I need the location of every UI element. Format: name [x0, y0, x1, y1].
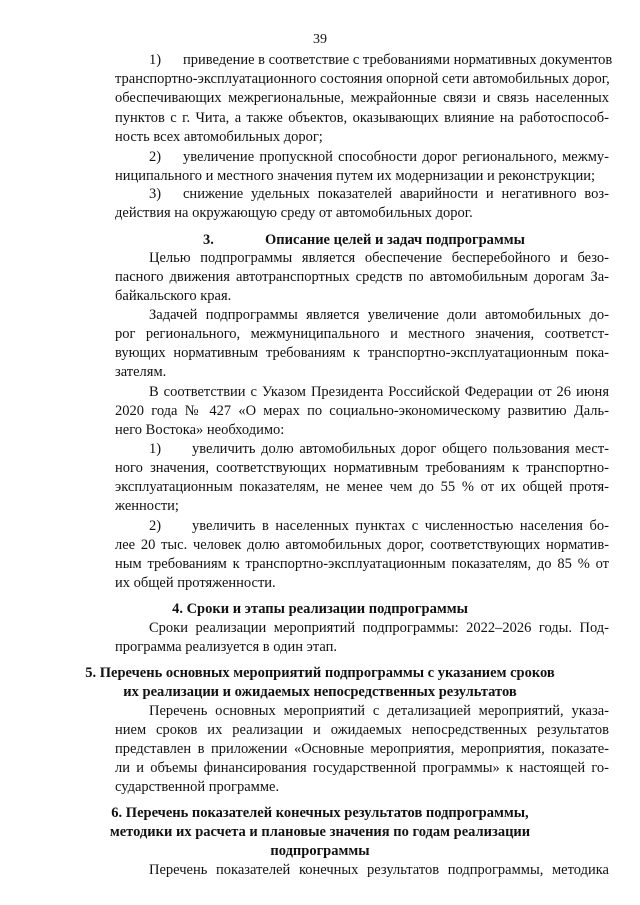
section-6-heading-line-1: 6. Перечень показателей конечных результатов подпрограммы, — [111, 805, 529, 821]
list-item-1-line-3: обеспечивающих межрегиональные, межрайонные связи и связь населенных — [115, 90, 609, 106]
list-item-1-line-2: транспортно-эксплуатационного состояния опорной сети автомобильных дорог, — [115, 71, 610, 87]
section-3-p3-line-2: 2020 года № 427 «О мерах по социально-экономическому развитию Даль- — [115, 403, 609, 419]
list-item-3-number: 3) — [149, 186, 162, 202]
section-6-p1-line-1: Перечень показателей конечных результатов подпрограммы, методика — [149, 862, 609, 878]
list-item-3-line-1: 3) снижение удельных показателей аварийности и негативного воз- — [149, 186, 609, 202]
section-3-p3-line-3: него Востока» необходимо: — [115, 422, 285, 438]
section-5-p1-line-4: ли и объемы финансирования государственной программы» к настоящей го- — [115, 760, 609, 776]
list-item-1-line-4: пунктов с г. Чита, а также объектов, оказывающих влияние на работоспособ- — [115, 110, 609, 126]
list-item-1-line-5: ность всех автомобильных дорог; — [115, 129, 323, 145]
section-3-item-2-line-4: их общей протяженности. — [115, 575, 276, 591]
list-item-2-line-2: ниципального и местного значения путем их модернизации и реконструкции; — [115, 168, 596, 184]
section-3-item-2-line-2: лее 20 тыс. человек долю автомобильных дорог, соответствующих норматив- — [115, 537, 609, 553]
section-3-item-1-number: 1) — [149, 441, 162, 457]
section-5-p1-line-3: представлен в приложении «Основные мероприятия, мероприятия, показате- — [115, 741, 609, 757]
section-3-item-1-line-1: 1) увеличить долю автомобильных дорог общего пользования мест- — [149, 441, 609, 457]
section-3-title: Описание целей и задач подпрограммы — [265, 232, 525, 248]
section-3-item-2-line-3: ным требованиям к транспортно-эксплуатационным показателям, до 85 % от — [115, 556, 609, 572]
section-3-p2-line-4: зателям. — [115, 364, 167, 380]
section-3-p2-line-2: рог регионального, межмуниципального и местного значения, соответст- — [115, 326, 609, 342]
section-5-p1-line-5: сударственной программе. — [115, 779, 280, 795]
section-3-item-1-line-2: ного значения, соответствующих нормативным требованиям к транспортно- — [115, 460, 609, 476]
section-4-heading: 4. Сроки и этапы реализации подпрограммы — [172, 601, 468, 617]
section-5-p1-line-2: нием сроков их реализации и ожидаемых непосредственных результатов — [115, 722, 609, 738]
section-3-p2-line-3: вующих нормативным требованиям к транспортно-эксплуатационным пока- — [115, 345, 609, 361]
section-3-p1-line-1: Целью подпрограммы является обеспечение бесперебойного и безо- — [149, 250, 609, 266]
section-3-heading — [203, 231, 603, 250]
section-3-p2-line-1: Задачей подпрограммы является увеличение доли автомобильных до- — [149, 307, 609, 323]
list-item-1-number: 1) — [149, 52, 162, 68]
section-6-heading-line-2: методики их расчета и плановые значения по годам реализации — [109, 824, 531, 840]
list-item-2-line-1: 2) увеличение пропускной способности дорог регионального, межму- — [149, 149, 609, 165]
section-6-heading-line-3: подпрограммы — [270, 843, 370, 859]
section-5-heading-line-1: 5. Перечень основных мероприятий подпрограммы с указанием сроков — [85, 665, 555, 681]
section-3-p1-line-2: пасного движения автотранспортных средств по автомобильным дорогам За- — [115, 269, 609, 285]
section-4-p1-line-2: программа реализуется в один этап. — [115, 639, 337, 655]
section-3-p1-line-3: байкальского края. — [115, 288, 232, 304]
section-3-p3-line-1: В соответствии с Указом Президента Российской Федерации от 26 июня — [149, 384, 609, 400]
section-5-heading-line-2: их реализации и ожидаемых непосредственных результатов — [123, 684, 517, 700]
section-3-number: 3. — [203, 232, 214, 248]
section-3-item-1-line-3: эксплуатационным показателям, не менее чем до 55 % от их общей протя- — [115, 479, 609, 495]
section-3-item-1-line-4: женности; — [115, 498, 179, 514]
list-item-3-line-2: действия на окружающую среду от автомобильных дорог. — [115, 205, 473, 221]
page-number: 39 — [313, 32, 327, 47]
list-item-1-line-1: 1) приведение в соответствие с требованиями нормативных документов — [149, 52, 613, 68]
section-4-p1-line-1: Сроки реализации мероприятий подпрограммы: 2022–2026 годы. Под- — [149, 620, 609, 636]
section-3-item-2-line-1: 2) увеличить в населенных пунктах с численностью населения бо- — [149, 518, 609, 534]
section-5-p1-line-1: Перечень основных мероприятий с детализацией мероприятий, указа- — [149, 703, 609, 719]
list-item-2-number: 2) — [149, 149, 162, 165]
section-3-item-2-number: 2) — [149, 518, 162, 534]
